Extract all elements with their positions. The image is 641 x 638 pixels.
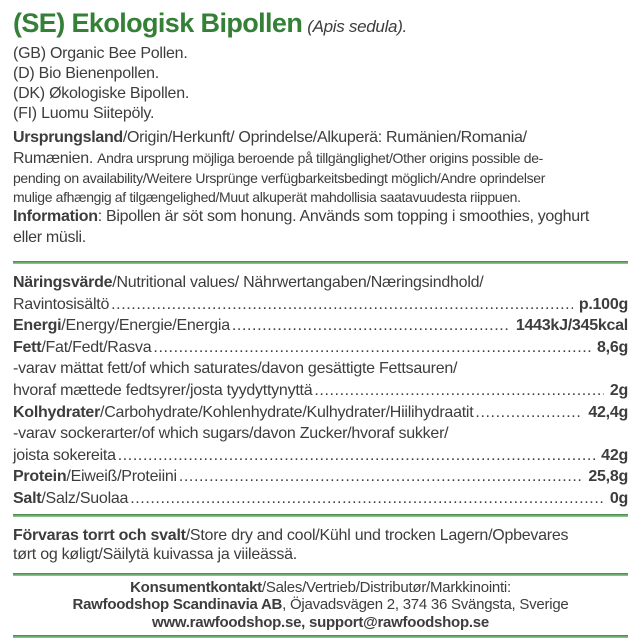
leader-dots xyxy=(111,294,573,316)
nutrition-row-fat: Fett/Fat/Fedt/Rasva ..... 8,6g xyxy=(13,337,628,359)
information-line-2: eller müsli. xyxy=(13,229,86,246)
origin-paragraph xyxy=(13,127,628,206)
nutrition-value: 25,8g xyxy=(588,468,628,486)
origin-line-3: pending on availability/Weitere Ursprünge verfügbarkeitsbedingt möglich/Andre oprindelser xyxy=(13,170,546,186)
nutrition-row-protein: Protein/Eiweiß/Proteiini ..... 25,8g xyxy=(13,466,628,488)
nutrition-value: 0g xyxy=(609,489,628,507)
nutrition-row-sugars-2: joista sokereita ..... 42g xyxy=(13,445,628,467)
translation-line-d: (D) Bio Bienenpollen. xyxy=(13,65,159,82)
contact-line-web-email: www.rawfoodshop.se, support@rawfoodshop.se xyxy=(152,613,489,631)
leader-dots xyxy=(118,445,595,467)
latin-name: (Apis sedula). xyxy=(307,17,407,36)
nutrition-table xyxy=(13,272,628,510)
translation-line-dk: (DK) Økologiske Bipollen. xyxy=(13,85,190,102)
contact-inner xyxy=(13,576,628,636)
nutrition-row-sugars-1: -varav sockerarter/of which sugars/davon Zucker/hvoraf sukker/ xyxy=(13,425,449,443)
information-paragraph xyxy=(13,206,628,248)
nutrition-value: p.100g xyxy=(578,295,628,313)
nutrition-value: 42g xyxy=(601,446,628,464)
nutrition-value: 42,4g xyxy=(588,403,628,421)
leader-dots xyxy=(179,466,583,488)
translation-line-gb: (GB) Organic Bee Pollen. xyxy=(13,45,188,62)
storage-line-1: Förvaras torrt och svalt/Store dry and cool/Kühl und trocken Lagern/Opbevares xyxy=(13,526,569,544)
title-line xyxy=(13,7,628,44)
information-line-1: Information: Bipollen är söt som honung. Används som topping i smoothies, yoghurt xyxy=(13,208,590,225)
nutrition-row-salt: Salt/Salz/Suolaa ..... 0g xyxy=(13,488,628,510)
contact-line-address: Rawfoodshop Scandinavia AB, Öjavadsvägen 2, 374 36 Svängsta, Sverige xyxy=(72,596,569,614)
storage-line-2: tørt og køligt/Säilytä kuivassa ja viileässä. xyxy=(13,545,297,563)
information-label: Information xyxy=(13,208,98,225)
origin-line-1: Ursprungsland/Origin/Herkunft/ Oprindelse/Alkuperä: Rumänien/Romania/ xyxy=(13,129,527,146)
contact-block xyxy=(13,573,628,638)
nutrition-row-per100g: Ravintosisältö ..... p.100g xyxy=(13,294,628,316)
leader-dots xyxy=(314,380,603,402)
divider-nutrition-top xyxy=(13,261,628,264)
nutrition-value: 1443kJ/345kcal xyxy=(515,317,628,335)
origin-line-4: mulige afhængig af tilgængelighed/Muut alkuperät mahdollisia saatavuudesta riippuen. xyxy=(13,188,521,205)
divider-nutrition-bottom xyxy=(13,514,628,517)
leader-dots xyxy=(232,315,510,337)
nutrition-row-saturates-2: hvoraf mættede fedtsyrer/josta tyydyttynyttä ..... 2g xyxy=(13,380,628,402)
nutrition-value: 8,6g xyxy=(596,338,628,356)
leader-dots xyxy=(153,337,591,359)
contact-line-roles: Konsumentkontakt/Sales/Vertrieb/Distributør/Markkinointi: xyxy=(130,578,511,596)
nutrition-row-header: Näringsvärde/Nutritional values/ Nährwertangaben/Næringsindhold/ xyxy=(13,274,484,291)
nutrition-value: 2g xyxy=(609,381,628,399)
storage-label: Förvaras torrt och svalt xyxy=(13,526,186,544)
leader-dots xyxy=(130,488,604,510)
nutrition-row-energy: Energi/Energy/Energie/Energia ..... 1443kJ/345kcal xyxy=(13,315,628,337)
origin-label: Ursprungsland xyxy=(13,129,123,146)
storage-instructions xyxy=(13,526,628,564)
nutrition-row-carbohydrate: Kolhydrater/Carbohydrate/Kohlenhydrate/Kulhydrater/Hiilihydraatit ..... 42,4g xyxy=(13,402,628,424)
origin-line-2: Rumænien. Andra ursprung möjliga beroende på tillgänglighet/Other origins possible de- xyxy=(13,150,543,167)
leader-dots xyxy=(475,402,582,424)
translation-line-fi: (FI) Luomu Siitepöly. xyxy=(13,105,155,122)
nutrition-row-saturates-1: -varav mättat fett/of which saturates/davon gesättigte Fettsauren/ xyxy=(13,360,458,378)
product-title: (SE) Ekologisk Bipollen xyxy=(13,8,303,38)
